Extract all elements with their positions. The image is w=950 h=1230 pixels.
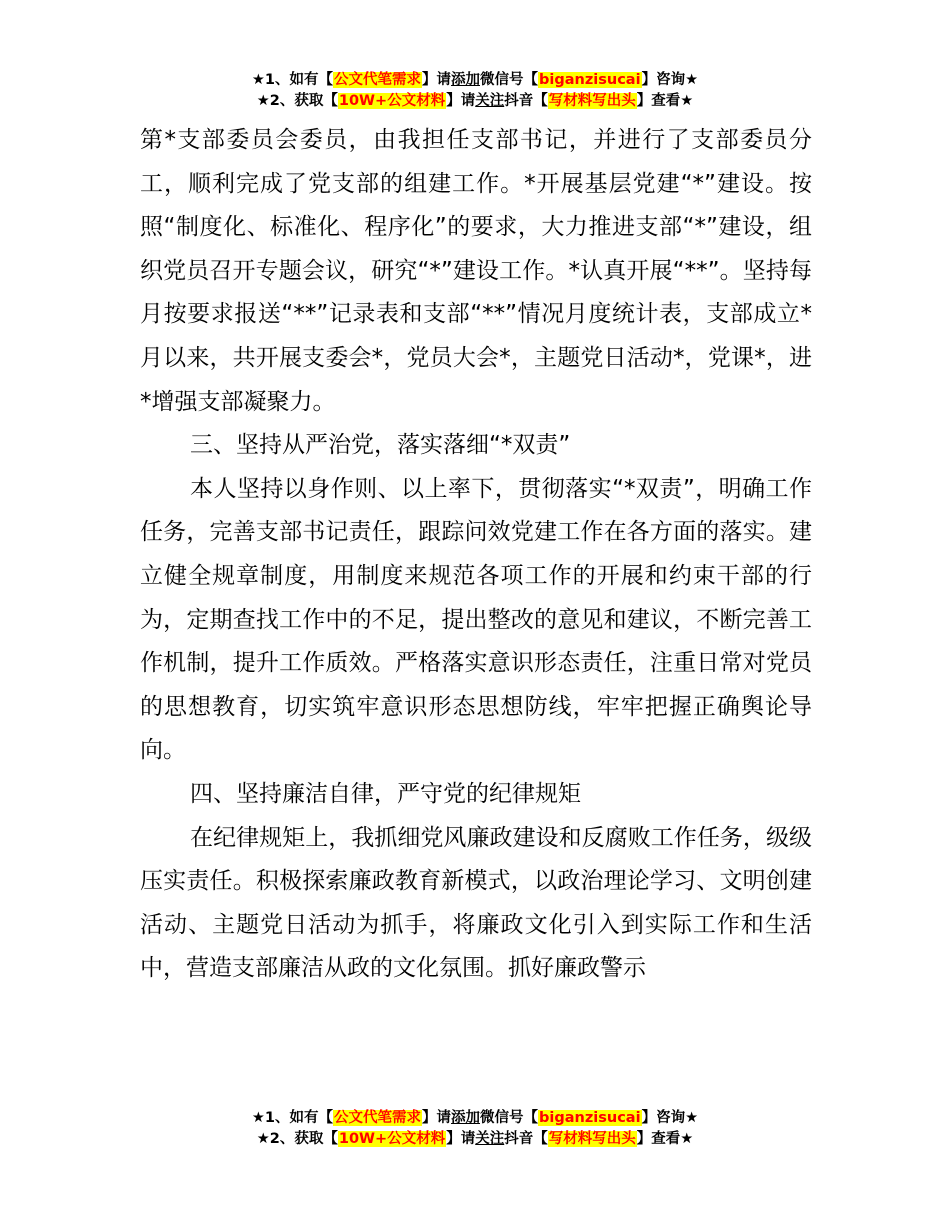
banner-underline: 关注 [475,1131,505,1147]
banner-underline: 添加 [451,1110,481,1126]
header-banner [0,70,950,112]
banner-line-2 [0,91,950,112]
paragraph: 在纪律规矩上，我抓细党风廉政建设和反腐败工作任务，级级压实责任。积极探索廉政教育新模式，以政治理论学习、文明创建活动、主题党日活动为抓手，将廉政文化引入到实际工作和生活中，营造支部廉洁从政的文化氛围。抓好廉政警示 [140,824,812,982]
paragraph-continuation: 第*支部委员会委员，由我担任支部书记，并进行了支部委员分工，顺利完成了党支部的组建工作。*开展基层党建“*”建设。按照“制度化、标准化、程序化”的要求，大力推进支部“*”建设，组织党员召开专题会议，研究“*”建设工作。*认真开展“**”。坚持每月按要求报送“**”记录表和支部“**”情况月度统计表，支部成立*月以来，共开展支委会*，党员大会*，主题党日活动*，党课*，进*增强支部凝聚力。 [140,127,812,415]
banner-text: 】查看★ [636,1131,694,1147]
banner-text: 微信号【 [480,1110,539,1126]
footer-banner [0,1108,950,1150]
banner-highlight: 写材料写出头 [548,93,636,109]
banner-text: ★1、如有【 [251,1110,334,1126]
banner-highlight: 公文代笔需求 [334,72,422,88]
banner-highlight: 10W+公文材料 [338,93,446,109]
banner-highlight: biganzisucai [539,72,641,88]
banner-text: 】请 [422,1110,452,1126]
banner-text: ★2、获取【 [256,1131,338,1147]
banner-line-1 [0,70,950,91]
banner-text: 】请 [446,1131,476,1147]
banner-line-1 [0,1108,950,1129]
document-body [140,119,812,991]
banner-highlight: 10W+公文材料 [338,1131,446,1147]
paragraph: 本人坚持以身作则、以上率下，贯彻落实“*双责”，明确工作任务，完善支部书记责任，跟踪问效党建工作在各方面的落实。建立健全规章制度，用制度来规范各项工作的开展和约束干部的行为，定期查找工作中的不足，提出整改的意见和建议，不断完善工作机制，提升工作质效。严格落实意识形态责任，注重日常对党员的思想教育，切实筑牢意识形态思想防线，牢牢把握正确舆论导向。 [140,475,812,764]
section-heading-4: 四、坚持廉洁自律，严守党的纪律规矩 [190,780,581,807]
banner-underline: 关注 [475,93,505,109]
banner-text: 微信号【 [480,72,539,88]
banner-text: 】请 [446,93,476,109]
banner-underline: 添加 [451,72,481,88]
banner-highlight: 写材料写出头 [548,1131,636,1147]
banner-text: 】请 [422,72,452,88]
banner-text: ★1、如有【 [251,72,334,88]
banner-highlight: 公文代笔需求 [334,1110,422,1126]
banner-text: 抖音【 [504,1131,548,1147]
banner-text: 】查看★ [636,93,694,109]
banner-highlight: biganzisucai [539,1110,641,1126]
section-heading-3: 三、坚持从严治党，落实落细“*双责” [190,432,571,459]
banner-text: 】咨询★ [641,72,699,88]
banner-line-2 [0,1129,950,1150]
banner-text: ★2、获取【 [256,93,338,109]
banner-text: 】咨询★ [641,1110,699,1126]
banner-text: 抖音【 [504,93,548,109]
